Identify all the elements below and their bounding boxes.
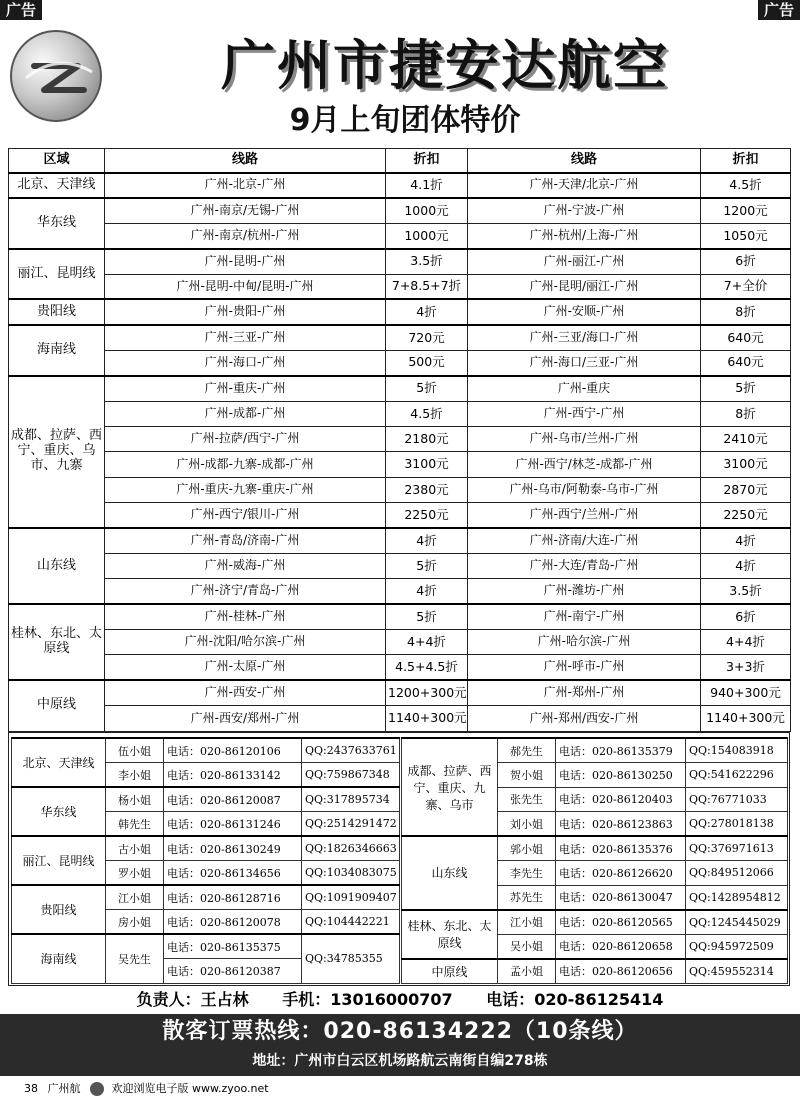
region-cell: 成都、拉萨、西宁、重庆、乌市、九寨 bbox=[9, 376, 105, 528]
contact-region-cell: 海南线 bbox=[12, 934, 106, 983]
contact-table-left bbox=[11, 737, 400, 984]
discount-cell: 720元 bbox=[386, 325, 468, 350]
discount-cell: 2180元 bbox=[386, 426, 468, 451]
discount-cell: 1000元 bbox=[386, 223, 468, 248]
hotline-banner bbox=[0, 1014, 800, 1076]
route-cell: 广州-郑州-广州 bbox=[468, 680, 701, 705]
route-cell: 广州-成都-广州 bbox=[105, 401, 386, 426]
route-cell: 广州-郑州/西安-广州 bbox=[468, 706, 701, 731]
contact-row bbox=[402, 738, 788, 763]
hotline-text: 散客订票热线：020-86134222（10条线） bbox=[162, 1019, 638, 1044]
route-row bbox=[9, 706, 791, 731]
route-row bbox=[9, 350, 791, 375]
route-cell: 广州-西宁/银川-广州 bbox=[105, 503, 386, 528]
route-row bbox=[9, 249, 791, 274]
discount-cell: 2870元 bbox=[701, 477, 791, 502]
route-cell: 广州-青岛/济南-广州 bbox=[105, 528, 386, 553]
page-number: 38 bbox=[24, 1082, 38, 1095]
route-cell: 广州-威海-广州 bbox=[105, 553, 386, 578]
contact-name: 刘小姐 bbox=[498, 812, 556, 837]
contact-qq: QQ:759867348 bbox=[302, 763, 400, 788]
contact-qq: QQ:1826346663 bbox=[302, 836, 400, 861]
discount-cell: 4+4折 bbox=[386, 630, 468, 655]
region-cell: 海南线 bbox=[9, 325, 105, 376]
contact-region-cell: 桂林、东北、太原线 bbox=[402, 910, 498, 959]
contact-phone: 电话：020-86135379 bbox=[556, 738, 686, 763]
discount-cell: 6折 bbox=[701, 604, 791, 629]
contact-row bbox=[402, 959, 788, 984]
route-row bbox=[9, 503, 791, 528]
route-cell: 广州-哈尔滨-广州 bbox=[468, 630, 701, 655]
region-cell: 贵阳线 bbox=[9, 299, 105, 324]
discount-cell: 4折 bbox=[386, 299, 468, 324]
route-row bbox=[9, 376, 791, 401]
contact-name: 罗小姐 bbox=[106, 861, 164, 886]
discount-cell: 4.5折 bbox=[386, 401, 468, 426]
contact-phone: 电话：020-86120656 bbox=[556, 959, 686, 984]
contact-name: 古小姐 bbox=[106, 836, 164, 861]
contact-qq: QQ:154083918 bbox=[686, 738, 788, 763]
discount-cell: 3100元 bbox=[386, 452, 468, 477]
company-name: 广州市捷安达航空 bbox=[221, 33, 669, 97]
contact-qq: QQ:278018138 bbox=[686, 812, 788, 837]
route-row bbox=[9, 452, 791, 477]
route-row bbox=[9, 655, 791, 680]
contact-qq: QQ:1428954812 bbox=[686, 885, 788, 910]
route-cell: 广州-南京/杭州-广州 bbox=[105, 223, 386, 248]
route-cell: 广州-西宁-广州 bbox=[468, 401, 701, 426]
discount-cell: 2250元 bbox=[701, 503, 791, 528]
route-row bbox=[9, 274, 791, 299]
discount-cell: 1140+300元 bbox=[386, 706, 468, 731]
route-cell: 广州-沈阳/哈尔滨-广州 bbox=[105, 630, 386, 655]
route-row bbox=[9, 604, 791, 629]
discount-cell: 4.5折 bbox=[701, 173, 791, 198]
contact-row bbox=[402, 910, 788, 935]
discount-cell: 4折 bbox=[386, 528, 468, 553]
discount-cell: 7+8.5+7折 bbox=[386, 274, 468, 299]
responsible-person: 负责人：王占林 bbox=[136, 990, 249, 1009]
route-cell: 广州-宁波-广州 bbox=[468, 198, 701, 223]
route-row bbox=[9, 198, 791, 223]
discount-cell: 4.1折 bbox=[386, 173, 468, 198]
route-row bbox=[9, 173, 791, 198]
discount-cell: 5折 bbox=[386, 604, 468, 629]
contact-qq: QQ:1091909407 bbox=[302, 885, 400, 910]
contact-qq: QQ:945972509 bbox=[686, 934, 788, 959]
region-cell: 丽江、昆明线 bbox=[9, 249, 105, 300]
discount-cell: 2250元 bbox=[386, 503, 468, 528]
contact-phone: 电话：020-86120078 bbox=[164, 910, 302, 935]
contact-qq: QQ:2514291472 bbox=[302, 812, 400, 837]
contact-phone: 电话：020-86120387 bbox=[164, 959, 302, 984]
route-row bbox=[9, 680, 791, 705]
discount-cell: 1000元 bbox=[386, 198, 468, 223]
discount-cell: 4.5+4.5折 bbox=[386, 655, 468, 680]
price-table-header bbox=[9, 149, 791, 173]
discount-cell: 940+300元 bbox=[701, 680, 791, 705]
discount-cell: 640元 bbox=[701, 350, 791, 375]
discount-cell: 640元 bbox=[701, 325, 791, 350]
footer-brand: 广州航 bbox=[47, 1082, 81, 1095]
header-discount: 折扣 bbox=[386, 149, 468, 173]
discount-cell: 4折 bbox=[386, 579, 468, 604]
header-region: 区域 bbox=[9, 149, 105, 173]
route-cell: 广州-济南/大连-广州 bbox=[468, 528, 701, 553]
route-cell: 广州-海口/三亚-广州 bbox=[468, 350, 701, 375]
discount-cell: 3.5折 bbox=[701, 579, 791, 604]
discount-cell: 2380元 bbox=[386, 477, 468, 502]
contact-right-body bbox=[402, 738, 788, 983]
contact-name: 韩先生 bbox=[106, 812, 164, 837]
route-cell: 广州-贵阳-广州 bbox=[105, 299, 386, 324]
route-cell: 广州-海口-广州 bbox=[105, 350, 386, 375]
contact-region-cell: 贵阳线 bbox=[12, 885, 106, 934]
contact-region-cell: 中原线 bbox=[402, 959, 498, 984]
route-cell: 广州-西安-广州 bbox=[105, 680, 386, 705]
contact-qq: QQ:1245445029 bbox=[686, 910, 788, 935]
route-cell: 广州-杭州/上海-广州 bbox=[468, 223, 701, 248]
contact-phone: 电话：020-86120565 bbox=[556, 910, 686, 935]
route-row bbox=[9, 579, 791, 604]
route-cell: 广州-潍坊-广州 bbox=[468, 579, 701, 604]
route-row bbox=[9, 630, 791, 655]
route-cell: 广州-昆明/丽江-广州 bbox=[468, 274, 701, 299]
route-row bbox=[9, 528, 791, 553]
contact-name: 孟小姐 bbox=[498, 959, 556, 984]
contact-name: 房小姐 bbox=[106, 910, 164, 935]
route-cell: 广州-西宁/兰州-广州 bbox=[468, 503, 701, 528]
contact-qq: QQ:849512066 bbox=[686, 861, 788, 886]
route-row bbox=[9, 325, 791, 350]
contact-name: 江小姐 bbox=[498, 910, 556, 935]
contact-left-body bbox=[12, 738, 400, 983]
contact-name: 郭小姐 bbox=[498, 836, 556, 861]
contact-row bbox=[12, 934, 400, 959]
contact-phone: 电话：020-86120106 bbox=[164, 738, 302, 763]
route-cell: 广州-昆明-广州 bbox=[105, 249, 386, 274]
contact-phone: 电话：020-86123863 bbox=[556, 812, 686, 837]
contact-qq: QQ:76771033 bbox=[686, 787, 788, 812]
route-row bbox=[9, 401, 791, 426]
header-route: 线路 bbox=[105, 149, 386, 173]
responsible-mobile: 手机：13016000707 bbox=[282, 990, 453, 1009]
discount-cell: 1140+300元 bbox=[701, 706, 791, 731]
discount-cell: 3.5折 bbox=[386, 249, 468, 274]
discount-cell: 5折 bbox=[701, 376, 791, 401]
discount-cell: 7+全价 bbox=[701, 274, 791, 299]
discount-cell: 5折 bbox=[386, 376, 468, 401]
contact-name: 江小姐 bbox=[106, 885, 164, 910]
discount-cell: 5折 bbox=[386, 553, 468, 578]
contact-qq: QQ:459552314 bbox=[686, 959, 788, 984]
footer-text: 欢迎浏览电子版 www.zyoo.net bbox=[111, 1082, 269, 1095]
region-cell: 山东线 bbox=[9, 528, 105, 604]
route-cell: 广州-北京-广州 bbox=[105, 173, 386, 198]
route-cell: 广州-乌市/兰州-广州 bbox=[468, 426, 701, 451]
contact-region-cell: 山东线 bbox=[402, 836, 498, 910]
contact-qq: QQ:317895734 bbox=[302, 787, 400, 812]
page-subtitle: 9月上旬团体特价 bbox=[289, 103, 521, 138]
contact-row bbox=[12, 836, 400, 861]
contact-phone: 电话：020-86135376 bbox=[556, 836, 686, 861]
contact-phone: 电话：020-86120403 bbox=[556, 787, 686, 812]
contact-phone: 电话：020-86126620 bbox=[556, 861, 686, 886]
contact-qq: QQ:376971613 bbox=[686, 836, 788, 861]
price-table bbox=[8, 148, 791, 732]
contact-qq: QQ:104442221 bbox=[302, 910, 400, 935]
route-row bbox=[9, 223, 791, 248]
contact-region-cell: 北京、天津线 bbox=[12, 738, 106, 787]
discount-cell: 8折 bbox=[701, 401, 791, 426]
header-route: 线路 bbox=[468, 149, 701, 173]
contact-name: 苏先生 bbox=[498, 885, 556, 910]
contact-name: 李小姐 bbox=[106, 763, 164, 788]
contact-phone: 电话：020-86130250 bbox=[556, 763, 686, 788]
contact-phone: 电话：020-86120658 bbox=[556, 934, 686, 959]
route-cell: 广州-南京/无锡-广州 bbox=[105, 198, 386, 223]
discount-cell: 3100元 bbox=[701, 452, 791, 477]
route-row bbox=[9, 477, 791, 502]
contact-name: 张先生 bbox=[498, 787, 556, 812]
discount-cell: 1200元 bbox=[701, 198, 791, 223]
contact-qq: QQ:2437633761 bbox=[302, 738, 400, 763]
contact-row bbox=[402, 836, 788, 861]
route-row bbox=[9, 426, 791, 451]
contact-phone: 电话：020-86135375 bbox=[164, 934, 302, 959]
contact-region-cell: 成都、拉萨、西宁、重庆、九寨、乌市 bbox=[402, 738, 498, 836]
contact-region-cell: 华东线 bbox=[12, 787, 106, 836]
contact-phone: 电话：020-86120087 bbox=[164, 787, 302, 812]
region-cell: 北京、天津线 bbox=[9, 173, 105, 198]
route-cell: 广州-安顺-广州 bbox=[468, 299, 701, 324]
contact-row bbox=[12, 787, 400, 812]
discount-cell: 6折 bbox=[701, 249, 791, 274]
contact-qq: QQ:1034083075 bbox=[302, 861, 400, 886]
region-cell: 华东线 bbox=[9, 198, 105, 249]
header-discount: 折扣 bbox=[701, 149, 791, 173]
company-logo-icon bbox=[10, 30, 102, 122]
contact-name: 郝先生 bbox=[498, 738, 556, 763]
discount-cell: 3+3折 bbox=[701, 655, 791, 680]
discount-cell: 4折 bbox=[701, 528, 791, 553]
contact-name: 杨小姐 bbox=[106, 787, 164, 812]
contact-name: 吴先生 bbox=[106, 934, 164, 983]
route-cell: 广州-西宁/林芝-成都-广州 bbox=[468, 452, 701, 477]
discount-cell: 1050元 bbox=[701, 223, 791, 248]
region-cell: 桂林、东北、太原线 bbox=[9, 604, 105, 680]
contact-name: 李先生 bbox=[498, 861, 556, 886]
route-cell: 广州-呼市-广州 bbox=[468, 655, 701, 680]
route-cell: 广州-大连/青岛-广州 bbox=[468, 553, 701, 578]
contact-table-right bbox=[401, 737, 788, 984]
route-cell: 广州-太原-广州 bbox=[105, 655, 386, 680]
route-row bbox=[9, 299, 791, 324]
discount-cell: 1200+300元 bbox=[386, 680, 468, 705]
route-cell: 广州-南宁-广州 bbox=[468, 604, 701, 629]
contact-row bbox=[12, 885, 400, 910]
ad-tag-left: 广告 bbox=[0, 0, 42, 20]
route-cell: 广州-拉萨/西宁-广州 bbox=[105, 426, 386, 451]
contact-phone: 电话：020-86130047 bbox=[556, 885, 686, 910]
route-cell: 广州-重庆 bbox=[468, 376, 701, 401]
page-footer bbox=[0, 1078, 800, 1100]
contact-phone: 电话：020-86128716 bbox=[164, 885, 302, 910]
contact-name: 吴小姐 bbox=[498, 934, 556, 959]
discount-cell: 2410元 bbox=[701, 426, 791, 451]
contact-name: 伍小姐 bbox=[106, 738, 164, 763]
footer-logo-icon bbox=[90, 1082, 104, 1096]
address-text: 地址：广州市白云区机场路航云南街自编278栋 bbox=[252, 1053, 548, 1069]
route-cell: 广州-西安/郑州-广州 bbox=[105, 706, 386, 731]
contact-phone: 电话：020-86133142 bbox=[164, 763, 302, 788]
discount-cell: 4折 bbox=[701, 553, 791, 578]
route-cell: 广州-三亚/海口-广州 bbox=[468, 325, 701, 350]
contact-qq: QQ:34785355 bbox=[302, 934, 400, 983]
contact-phone: 电话：020-86131246 bbox=[164, 812, 302, 837]
contact-qq: QQ:541622296 bbox=[686, 763, 788, 788]
contact-section bbox=[8, 732, 790, 986]
route-cell: 广州-重庆-广州 bbox=[105, 376, 386, 401]
route-cell: 广州-丽江-广州 bbox=[468, 249, 701, 274]
discount-cell: 500元 bbox=[386, 350, 468, 375]
ad-tag-right: 广告 bbox=[758, 0, 800, 20]
contact-row bbox=[12, 738, 400, 763]
price-table-body bbox=[9, 173, 791, 732]
discount-cell: 8折 bbox=[701, 299, 791, 324]
discount-cell: 4+4折 bbox=[701, 630, 791, 655]
route-cell: 广州-乌市/阿勒泰-乌市-广州 bbox=[468, 477, 701, 502]
contact-name: 贺小姐 bbox=[498, 763, 556, 788]
route-cell: 广州-济宁/青岛-广州 bbox=[105, 579, 386, 604]
route-cell: 广州-天津/北京-广州 bbox=[468, 173, 701, 198]
region-cell: 中原线 bbox=[9, 680, 105, 731]
contact-phone: 电话：020-86134656 bbox=[164, 861, 302, 886]
responsible-phone: 电话：020-86125414 bbox=[486, 990, 664, 1009]
route-cell: 广州-桂林-广州 bbox=[105, 604, 386, 629]
route-cell: 广州-成都-九寨-成都-广州 bbox=[105, 452, 386, 477]
contact-region-cell: 丽江、昆明线 bbox=[12, 836, 106, 885]
route-row bbox=[9, 553, 791, 578]
route-cell: 广州-三亚-广州 bbox=[105, 325, 386, 350]
responsible-line bbox=[0, 988, 800, 1012]
route-cell: 广州-昆明-中甸/昆明-广州 bbox=[105, 274, 386, 299]
contact-phone: 电话：020-86130249 bbox=[164, 836, 302, 861]
route-cell: 广州-重庆-九寨-重庆-广州 bbox=[105, 477, 386, 502]
